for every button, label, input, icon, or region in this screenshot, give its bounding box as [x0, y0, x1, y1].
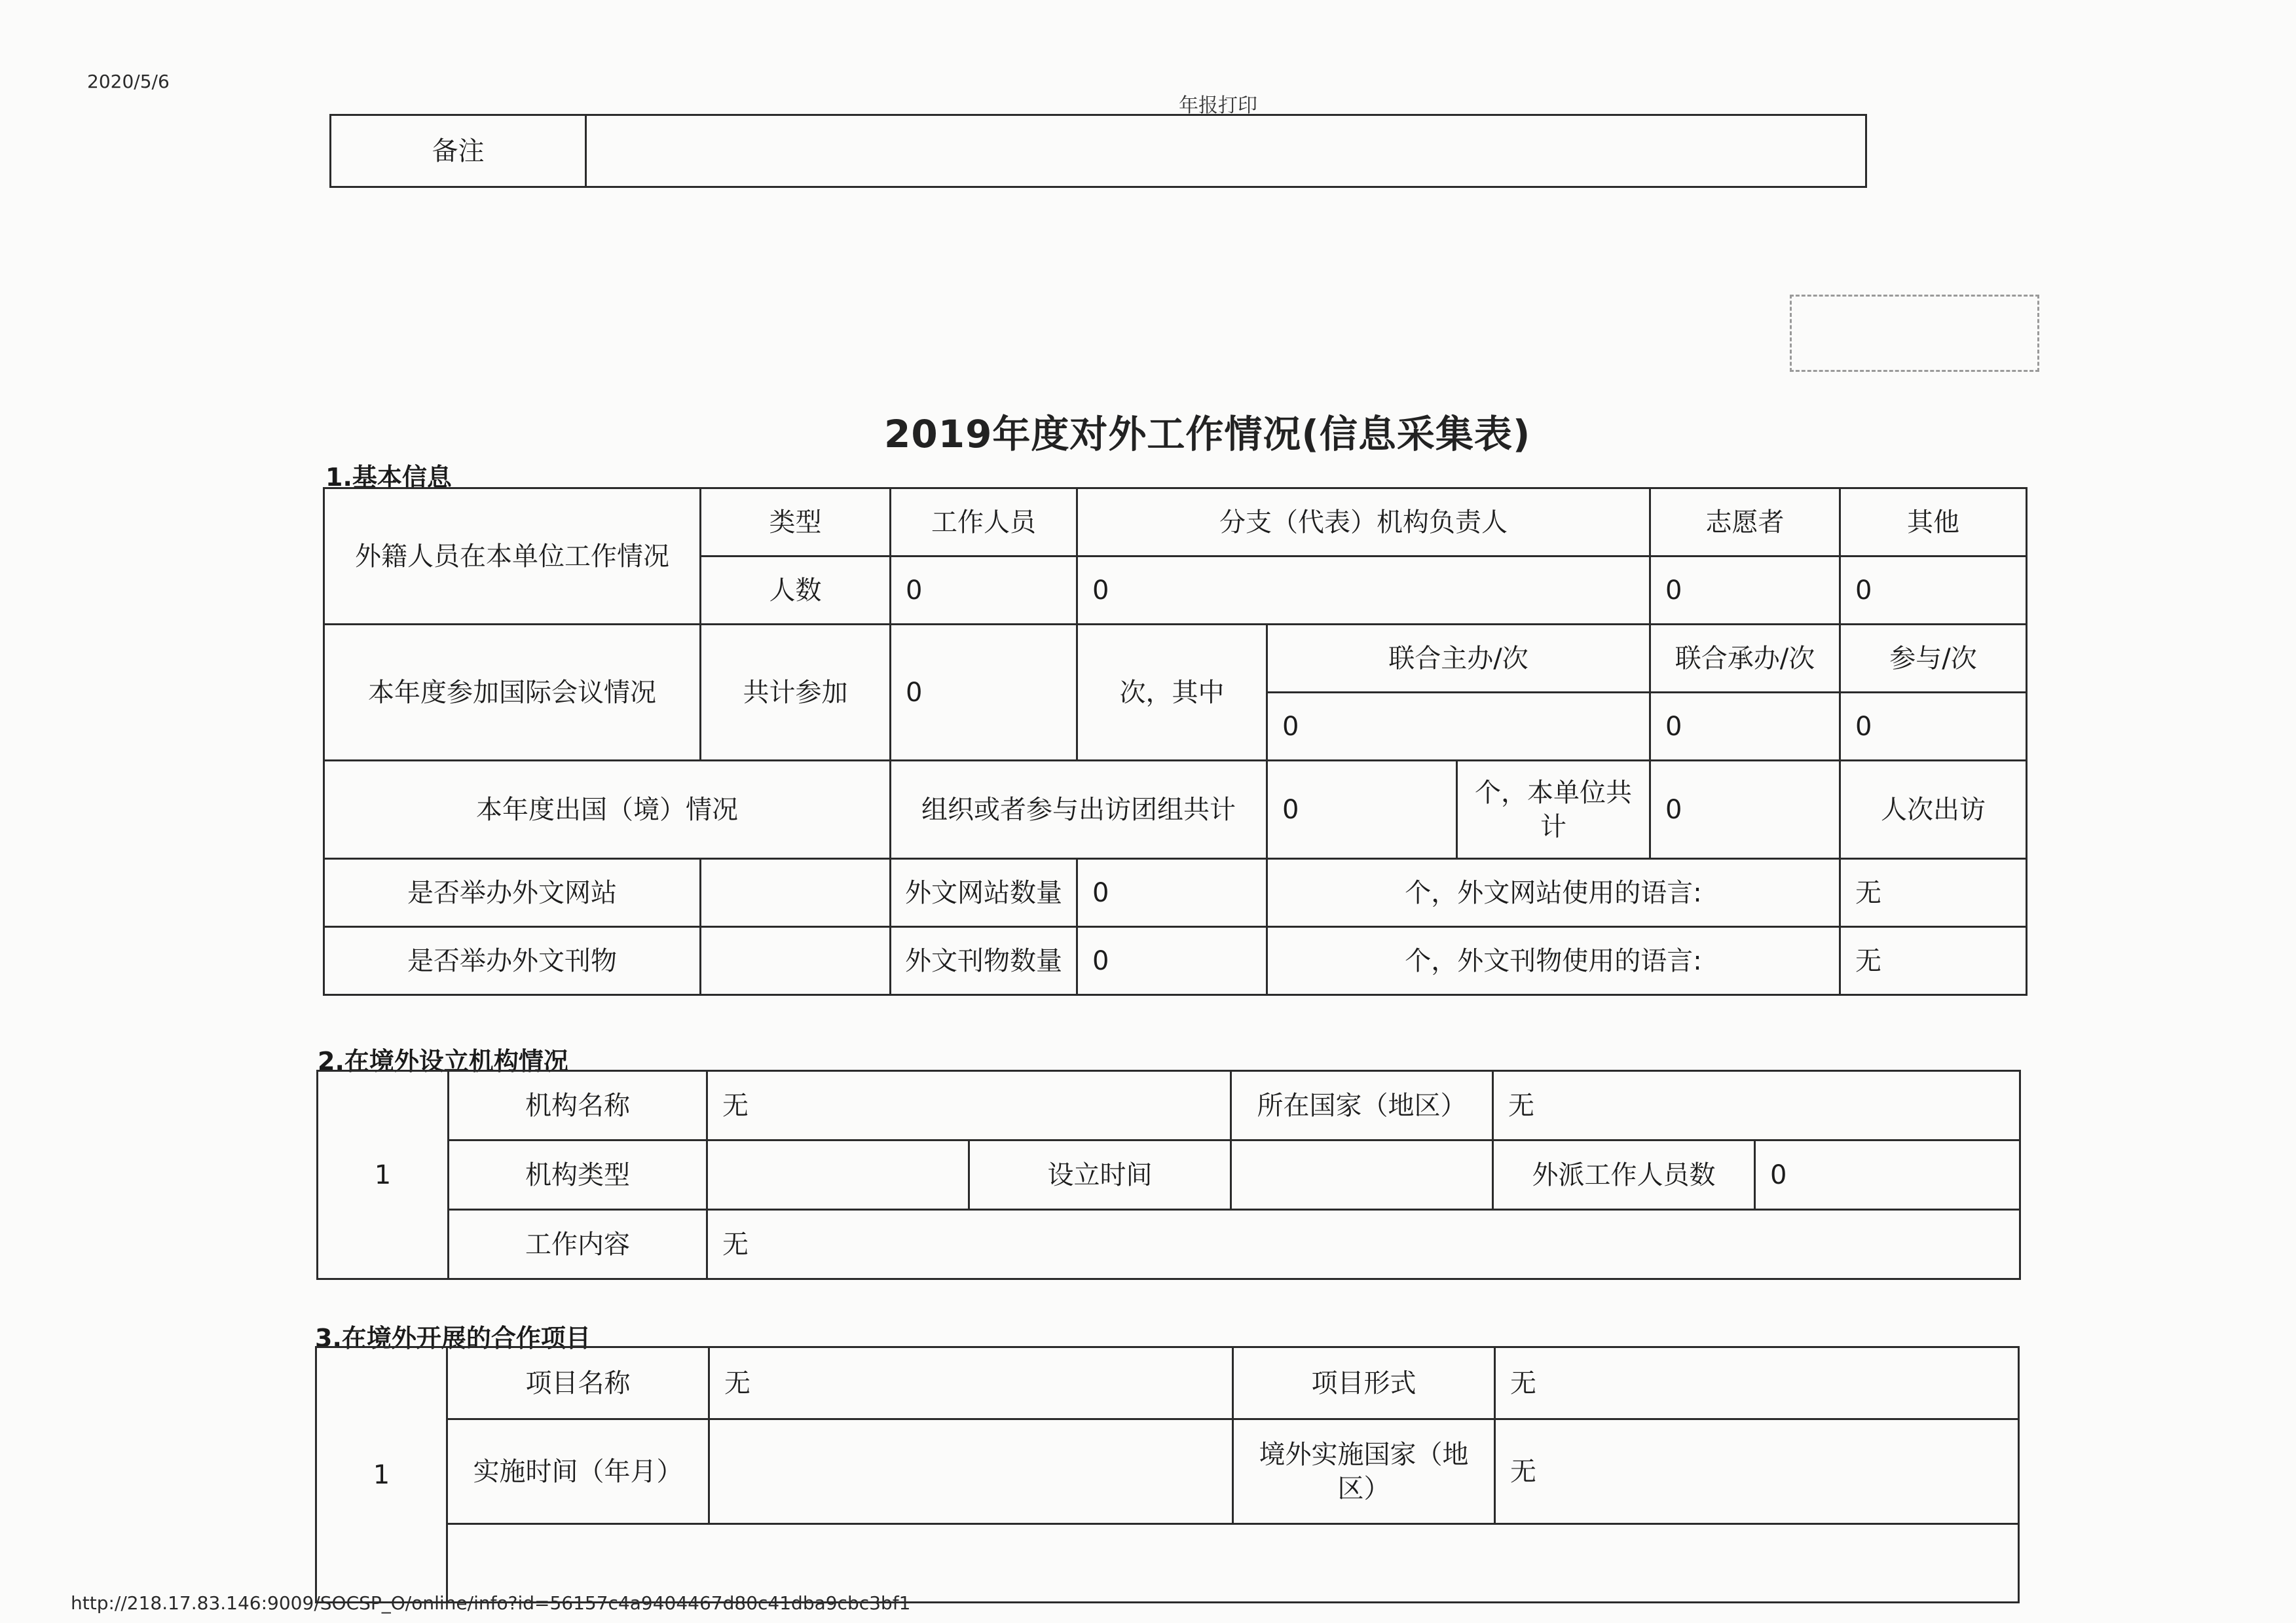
- participate-value: 0: [1840, 693, 2027, 761]
- website-count-label: 外文网站数量: [891, 859, 1077, 927]
- outbound-groups-value: 0: [1267, 761, 1457, 859]
- project-country-value: 无: [1495, 1419, 2019, 1524]
- website-lang-value: 无: [1840, 859, 2027, 927]
- periodical-value: [701, 927, 891, 995]
- periodical-label: 是否举办外文刊物: [324, 927, 701, 995]
- meetings-total-value: 0: [891, 625, 1077, 761]
- footer-url: http://218.17.83.146:9009/SOCSP_O/online/info?id=56157c4a9404467d80c41dba9cbc3bf1: [71, 1592, 911, 1614]
- project-time-value: [709, 1419, 1233, 1524]
- org-name-value: 无: [707, 1071, 1231, 1140]
- project-name-label: 项目名称: [447, 1347, 709, 1419]
- meetings-times-label: 次，其中: [1077, 625, 1267, 761]
- periodical-lang-label: 个，外文刊物使用的语言:: [1267, 927, 1840, 995]
- periodical-count-value: 0: [1077, 927, 1267, 995]
- org-time-value: [1231, 1140, 1493, 1210]
- project-country-label: 境外实施国家（地区）: [1233, 1419, 1495, 1524]
- col-other: 其他: [1840, 488, 2027, 556]
- website-lang-label: 个，外文网站使用的语言:: [1267, 859, 1840, 927]
- project-extra-row: [447, 1524, 2019, 1603]
- col-volunteer: 志愿者: [1650, 488, 1840, 556]
- type-label: 类型: [701, 488, 891, 556]
- website-label: 是否举办外文网站: [324, 859, 701, 927]
- co-host-value: 0: [1267, 693, 1650, 761]
- staff-count: 0: [891, 556, 1077, 625]
- outbound-label: 本年度出国（境）情况: [324, 761, 891, 859]
- org-content-label: 工作内容: [449, 1210, 707, 1279]
- org-content-value: 无: [707, 1210, 2020, 1279]
- section3-heading: 3.在境外开展的合作项目: [315, 1324, 591, 1353]
- section1-heading: 1.基本信息: [325, 463, 452, 492]
- co-host-label: 联合主办/次: [1267, 625, 1650, 693]
- col-staff: 工作人员: [891, 488, 1077, 556]
- participate-label: 参与/次: [1840, 625, 2027, 693]
- org-type-label: 机构类型: [449, 1140, 707, 1210]
- co-organize-label: 联合承办/次: [1650, 625, 1840, 693]
- meetings-total-label: 共计参加: [701, 625, 891, 761]
- outbound-unit-label: 个，本单位共计: [1457, 761, 1650, 859]
- overseas-org-table: [316, 1070, 2021, 1280]
- periodical-count-label: 外文刊物数量: [891, 927, 1077, 995]
- stamp-placeholder: [1790, 295, 2039, 372]
- periodical-lang-value: 无: [1840, 927, 2027, 995]
- outbound-persons-label: 人次出访: [1840, 761, 2027, 859]
- org-name-label: 机构名称: [449, 1071, 707, 1140]
- print-title: 年报打印: [1179, 94, 1257, 117]
- outbound-groups-label: 组织或者参与出访团组共计: [891, 761, 1267, 859]
- count-label: 人数: [701, 556, 891, 625]
- foreign-staff-label: 外籍人员在本单位工作情况: [324, 488, 701, 625]
- project-time-label: 实施时间（年月）: [447, 1419, 709, 1524]
- branch-head-count: 0: [1077, 556, 1650, 625]
- remarks-label: 备注: [331, 115, 586, 187]
- website-count-value: 0: [1077, 859, 1267, 927]
- remarks-value: [586, 115, 1866, 187]
- remarks-table: [329, 114, 1867, 188]
- org-country-value: 无: [1493, 1071, 2020, 1140]
- project-form-value: 无: [1495, 1347, 2019, 1419]
- other-count: 0: [1840, 556, 2027, 625]
- coop-project-table: [315, 1346, 2020, 1603]
- volunteer-count: 0: [1650, 556, 1840, 625]
- outbound-persons-value: 0: [1650, 761, 1840, 859]
- org-country-label: 所在国家（地区）: [1231, 1071, 1493, 1140]
- org-time-label: 设立时间: [969, 1140, 1231, 1210]
- org-staff-label: 外派工作人员数: [1493, 1140, 1755, 1210]
- page-title: 2019年度对外工作情况(信息采集表): [884, 412, 1531, 456]
- project-name-value: 无: [709, 1347, 1233, 1419]
- org-type-value: [707, 1140, 969, 1210]
- co-organize-value: 0: [1650, 693, 1840, 761]
- project-index: 1: [316, 1347, 447, 1603]
- org-staff-value: 0: [1755, 1140, 2020, 1210]
- print-date: 2020/5/6: [87, 71, 170, 92]
- col-branch-head: 分支（代表）机构负责人: [1077, 488, 1650, 556]
- org-index: 1: [318, 1071, 449, 1279]
- website-value: [701, 859, 891, 927]
- project-form-label: 项目形式: [1233, 1347, 1495, 1419]
- section2-heading: 2.在境外设立机构情况: [318, 1047, 568, 1076]
- basic-info-table: [323, 487, 2028, 996]
- meetings-label: 本年度参加国际会议情况: [324, 625, 701, 761]
